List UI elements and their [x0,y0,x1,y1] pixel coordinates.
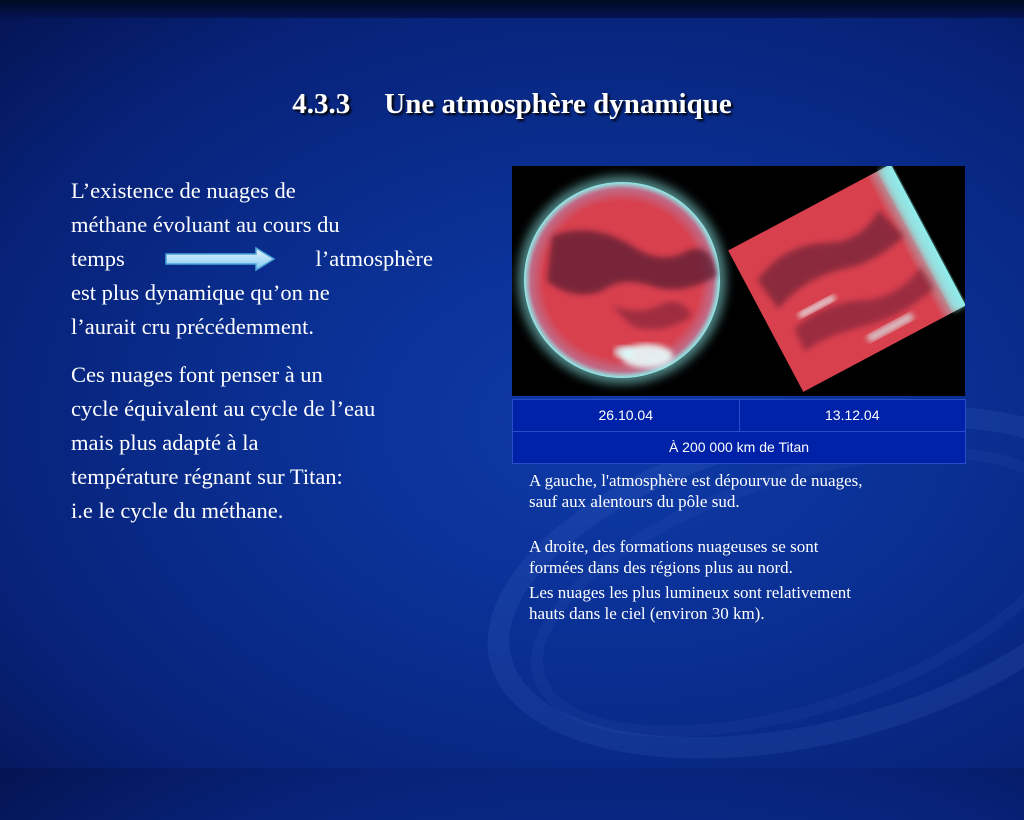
p1-line: est plus dynamique qu’on ne [71,280,330,305]
p2-line: mais plus adapté à la [71,430,259,455]
image-caption-table [512,399,966,464]
date-left: 26.10.04 [598,407,653,423]
caption-line: formées dans des régions plus au nord. [529,558,793,577]
right-arrow-icon [164,247,276,271]
section-title: Une atmosphère dynamique [384,88,732,120]
date-right: 13.12.04 [739,400,966,431]
titan-comparison-image [512,166,965,396]
distance-label: À 200 000 km de Titan [668,439,810,455]
p1-word-temps: temps [71,246,125,271]
section-number: 4.3.3 [292,88,351,120]
caption-line: A droite, des formations nuageuses se sont [529,537,819,556]
p2-line: cycle équivalent au cycle de l’eau [71,396,376,421]
p1-word-atmosphere: l’atmosphère [315,246,433,271]
p2-line: i.e le cycle du méthane. [71,498,284,523]
paragraph-1 [71,174,433,344]
left-text-block [71,174,433,542]
p1-line: l’aurait cru précédemment. [71,314,314,339]
caption-line: A gauche, l'atmosphère est dépourvue de nuages, [529,471,863,490]
p1-line: L’existence de nuages de [71,178,296,203]
caption-3 [529,582,969,624]
p1-line: méthane évoluant au cours du [71,212,340,237]
titan-images [512,166,965,396]
slide-title [0,88,1024,121]
caption-line: hauts dans le ciel (environ 30 km). [529,604,765,623]
caption-line: Les nuages les plus lumineux sont relativement [529,583,851,602]
caption-2 [529,536,969,578]
titan-globe-left [518,176,726,384]
p2-line: Ces nuages font penser à un [71,362,323,387]
paragraph-2 [71,358,433,528]
distance-row [513,431,965,463]
caption-1 [529,470,969,512]
date-row [513,400,965,431]
caption-line: sauf aux alentours du pôle sud. [529,492,740,511]
right-captions [529,470,969,624]
p1-line-with-arrow [71,242,433,276]
p2-line: température régnant sur Titan: [71,464,343,489]
top-dark-band [0,0,1024,18]
